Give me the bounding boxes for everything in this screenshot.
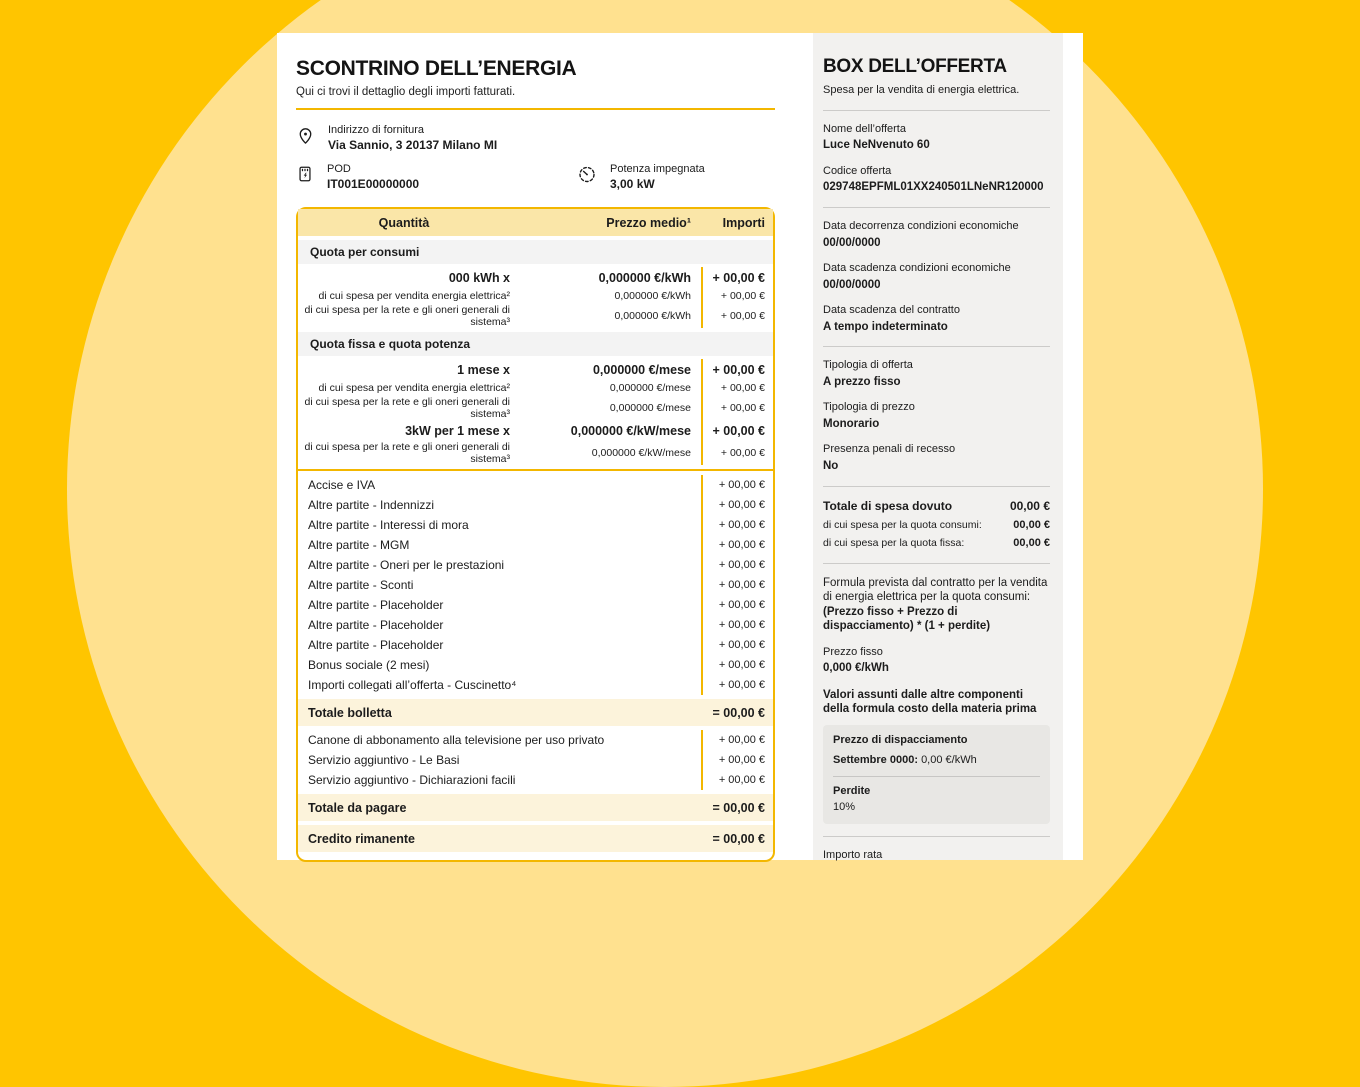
table-row: Servizio aggiuntivo - Dichiarazioni facili + 00,00 €: [298, 770, 773, 790]
table-row: di cui spesa per vendita energia elettrica² 0,000000 €/mese + 00,00 €: [298, 380, 773, 396]
location-pin-icon: [296, 125, 315, 145]
offer-box-panel: [813, 33, 1063, 860]
offer-type-field: Tipologia di offerta A prezzo fisso: [823, 359, 913, 388]
divider: [298, 469, 773, 471]
fixed-price-field: Prezzo fisso 0,000 €/kWh: [823, 645, 889, 675]
divider: [823, 346, 1050, 347]
price-type-field: Tipologia di prezzo Monorario: [823, 401, 915, 430]
offer-name-field: Nome dell’offerta Luce NeNvenuto 60: [823, 122, 930, 152]
table-row: Altre partite - Placeholder + 00,00 €: [298, 635, 773, 655]
table-row: Altre partite - Placeholder + 00,00 €: [298, 615, 773, 635]
page-subtitle: Qui ci trovi il dettaglio degli importi fatturati.: [296, 86, 516, 98]
installment-label: Importo rata: [823, 849, 883, 862]
table-row: Altre partite - Interessi di mora + 00,00 €: [298, 515, 773, 535]
end-date-field: Data scadenza condizioni economiche 00/00/0000: [823, 261, 1011, 291]
credit-row: Credito rimanente = 00,00 €: [298, 825, 773, 852]
table-row: 1 mese x 0,000000 €/mese + 00,00 €: [298, 359, 773, 380]
dispatch-price-card: [823, 725, 1050, 824]
table-row: Altre partite - Sconti + 00,00 €: [298, 575, 773, 595]
col-header-amount: Importi: [722, 215, 765, 230]
table-row: Altre partite - Oneri per le prestazioni + 00,00 €: [298, 555, 773, 575]
supply-pod: [296, 163, 577, 191]
section-quota-consumi: Quota per consumi: [298, 240, 773, 264]
start-date-field: Data decorrenza condizioni economiche 00/00/0000: [823, 219, 1019, 249]
dispatch-period-value: 0,00 €/kWh: [921, 754, 977, 767]
formula-block: Formula prevista dal contratto per la vendita di energia elettrica per la quota consumi: (Prezzo fisso + Prezzo di dispacciamento) * (1 + perdite): [823, 577, 1048, 633]
total-bill-row: Totale bolletta = 00,00 €: [298, 699, 773, 726]
divider: [823, 486, 1050, 487]
offer-box-title: BOX DELL’OFFERTA: [823, 56, 1007, 77]
bill-table: [296, 207, 775, 862]
contract-end-field: Data scadenza del contratto A tempo indeterminato: [823, 304, 960, 333]
address-value: Via Sannio, 3 20137 Milano MI: [328, 138, 498, 152]
offer-box-subtitle: Spesa per la vendita di energia elettrica.: [823, 83, 1020, 96]
col-header-price: Prezzo medio¹: [606, 215, 691, 230]
table-row: Altre partite - MGM + 00,00 €: [298, 535, 773, 555]
total-due-value: 00,00 €: [1009, 498, 1050, 513]
table-header-row: [298, 209, 773, 236]
table-row: Accise e IVA + 00,00 €: [298, 475, 773, 495]
divider: [823, 836, 1050, 837]
col-header-quantity: Quantità: [378, 215, 430, 230]
dispatch-title: Prezzo di dispacciamento: [833, 734, 968, 747]
pod-label: POD: [327, 163, 351, 175]
power-value: 3,00 kW: [610, 177, 655, 191]
power-label: Potenza impegnata: [610, 163, 705, 175]
divider: [823, 110, 1050, 111]
divider: [823, 563, 1050, 564]
table-row: Altre partite - Placeholder + 00,00 €: [298, 595, 773, 615]
table-row: 000 kWh x 0,000000 €/kWh + 00,00 €: [298, 267, 773, 288]
table-row: di cui spesa per la rete e gli oneri generali di sistema³ 0,000000 €/mese + 00,00 €: [298, 396, 773, 420]
table-row: 3kW per 1 mese x 0,000000 €/kW/mese + 00,00 €: [298, 420, 773, 441]
table-row: Bonus sociale (2 mesi) + 00,00 €: [298, 655, 773, 675]
components-heading: Valori assunti dalle altre componenti della formula costo della materia prima: [823, 688, 1037, 715]
energy-receipt-panel: [277, 33, 813, 860]
divider: [833, 776, 1040, 777]
offer-code-field: Codice offerta 029748EPFML01XX240501LNeNR120000: [823, 164, 1044, 194]
total-due-label: Totale di spesa dovuto: [823, 498, 953, 513]
address-label: Indirizzo di fornitura: [328, 124, 424, 136]
table-row: Importi collegati all’offerta - Cuscinetto⁴ + 00,00 €: [298, 675, 773, 695]
dispatch-period-label: Settembre 0000:: [833, 754, 918, 767]
total-due-row: Totale da pagare = 00,00 €: [298, 794, 773, 821]
bill-card: [277, 33, 1083, 860]
losses-value: 10%: [833, 800, 856, 813]
table-row: di cui spesa per la rete e gli oneri generali di sistema³ 0,000000 €/kWh + 00,00 €: [298, 304, 773, 328]
pod-value: IT001E00000000: [327, 177, 420, 191]
table-row: di cui spesa per vendita energia elettrica² 0,000000 €/kWh + 00,00 €: [298, 288, 773, 304]
withdrawal-penalty-field: Presenza penali di recesso No: [823, 443, 956, 473]
table-row: Servizio aggiuntivo - Le Basi + 00,00 €: [298, 750, 773, 770]
section-quota-fissa: Quota fissa e quota potenza: [298, 332, 773, 356]
divider: [823, 207, 1050, 208]
table-row: di cui spesa per la rete e gli oneri generali di sistema³ 0,000000 €/kW/mese + 00,00 €: [298, 441, 773, 465]
supply-power: [577, 163, 705, 191]
supply-address: [296, 124, 775, 152]
totals-block: Totale di spesa dovuto 00,00 € di cui spesa per la quota consumi: 00,00 € di cui spesa per la quota fissa: 00,00 €: [823, 498, 1050, 550]
table-row: Canone di abbonamento alla televisione per uso privato + 00,00 €: [298, 730, 773, 750]
table-row: Altre partite - Indennizzi + 00,00 €: [298, 495, 773, 515]
supply-info: [296, 124, 775, 191]
losses-label: Perdite: [833, 784, 871, 797]
gauge-icon: [577, 164, 597, 184]
divider: [296, 108, 775, 110]
meter-icon: [296, 164, 314, 184]
page-title: SCONTRINO DELL’ENERGIA: [296, 57, 577, 80]
